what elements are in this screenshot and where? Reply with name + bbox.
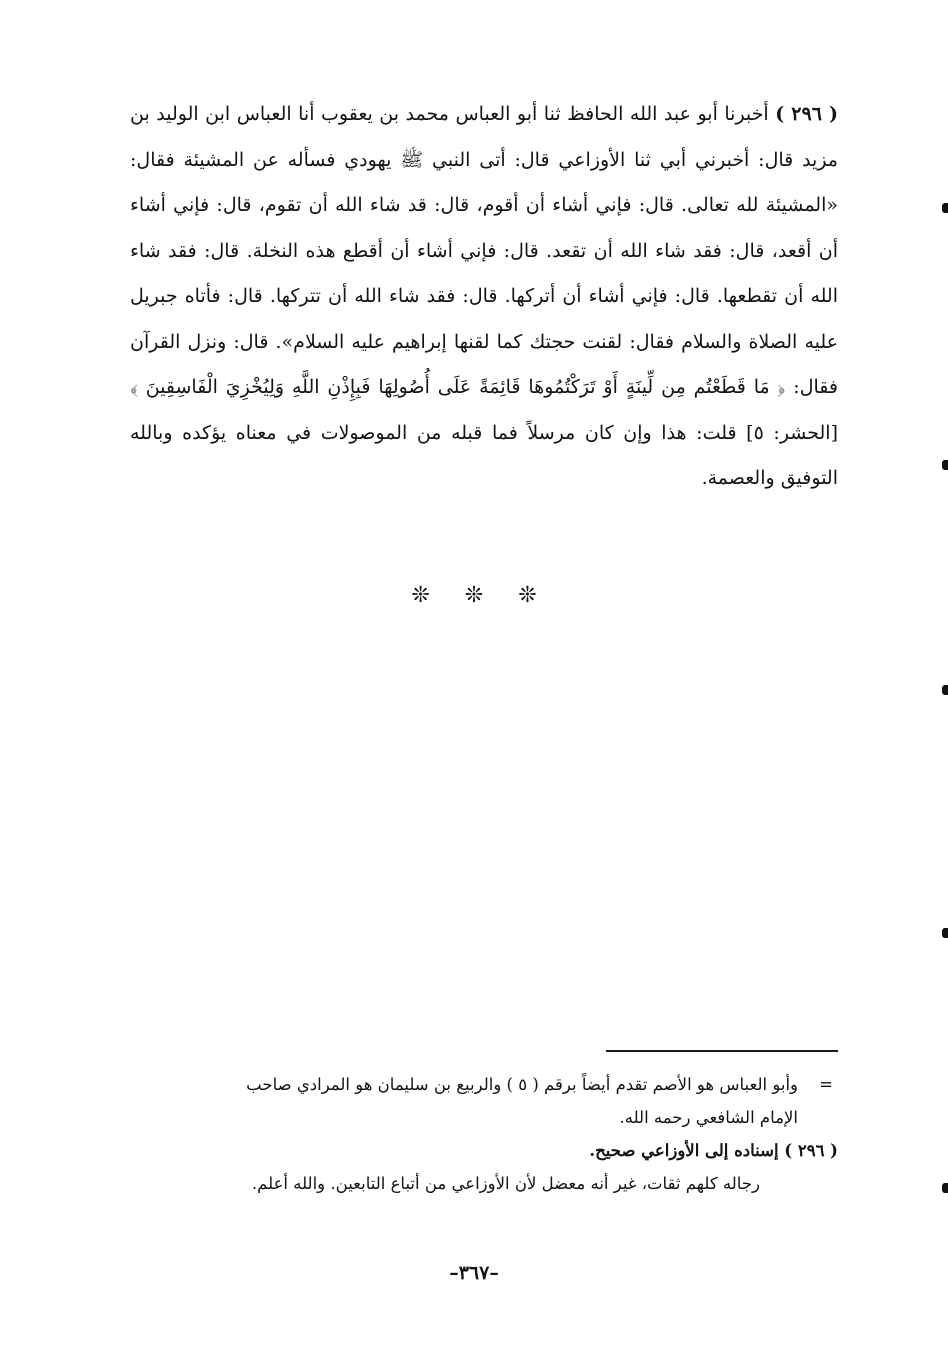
hadith-number: ( ٢٩٦ )	[775, 103, 838, 125]
footnotes	[130, 1068, 838, 1200]
hadith-text: أخبرنا أبو عبد الله الحافظ ثنا أبو العباس محمد بن يعقوب أنا العباس ابن الوليد بن مزيد قال: أخبرني أبي ثنا الأوزاعي قال: أتى النبي ﷺ يهودي فسأله عن المشيئة فقال: «المشيئة لله تعالى. قال: فإني أشاء أن أقوم، قال: قد شاء الله أن تقوم، قال: فإني أشاء أن أقعد، قال: فقد شاء الله أن تقعد. قال: فإني أشاء أن أقطع هذه النخلة. قال: فقد شاء الله أن تقطعها. قال: فإني أشاء أن أتركها. قال: فقد شاء الله أن تتركها. قال: فأتاه جبريل عليه الصلاة والسلام فقال: لقنت حجتك كما لقنها إبراهيم عليه السلام». قال: ونزل القرآن فقال: ﴿ مَا قَطَعْتُم مِن لِّينَةٍ أَوْ تَرَكْتُمُوهَا قَائِمَةً عَلَى أُصُولِهَا فَبِإِذْنِ اللَّهِ وَلِيُخْزِيَ الْفَاسِقِينَ ﴾ [الحشر: ٥] قلت: هذا وإن كان مرسلاً فما قبله من الموصولات في معناه يؤكده وبالله التوفيق والعصمة.	[130, 103, 839, 489]
footnote-continuation-line: وأبو العباس هو الأصم تقدم أيضاً برقم ( ٥ ) والربيع بن سليمان هو المرادي صاحب	[246, 1075, 798, 1094]
section-separator	[0, 583, 948, 608]
footnote-continuation-line: الإمام الشافعي رحمه الله.	[619, 1108, 798, 1127]
scan-edge-mark	[942, 1183, 948, 1193]
separator-star: ❊	[464, 583, 484, 608]
hadith-paragraph	[130, 92, 838, 502]
separator-star: ❊	[518, 583, 537, 608]
scan-edge-mark	[942, 460, 948, 470]
scan-edge-mark	[942, 203, 948, 213]
separator-star: ❊	[411, 583, 430, 608]
continuation-mark: =	[819, 1075, 833, 1094]
scan-edge-mark	[942, 685, 948, 695]
footnote-body: رجاله كلهم ثقات، غير أنه معضل لأن الأوزاعي من أتباع التابعين. والله أعلم.	[251, 1174, 760, 1193]
footnote-heading: ( ٢٩٦ ) إسناده إلى الأوزاعي صحيح.	[589, 1141, 838, 1160]
footnote-divider	[606, 1050, 838, 1052]
footnote-continuation	[130, 1068, 838, 1134]
scan-edge-mark	[942, 928, 948, 938]
page-number: –٣٦٧–	[449, 1262, 499, 1284]
